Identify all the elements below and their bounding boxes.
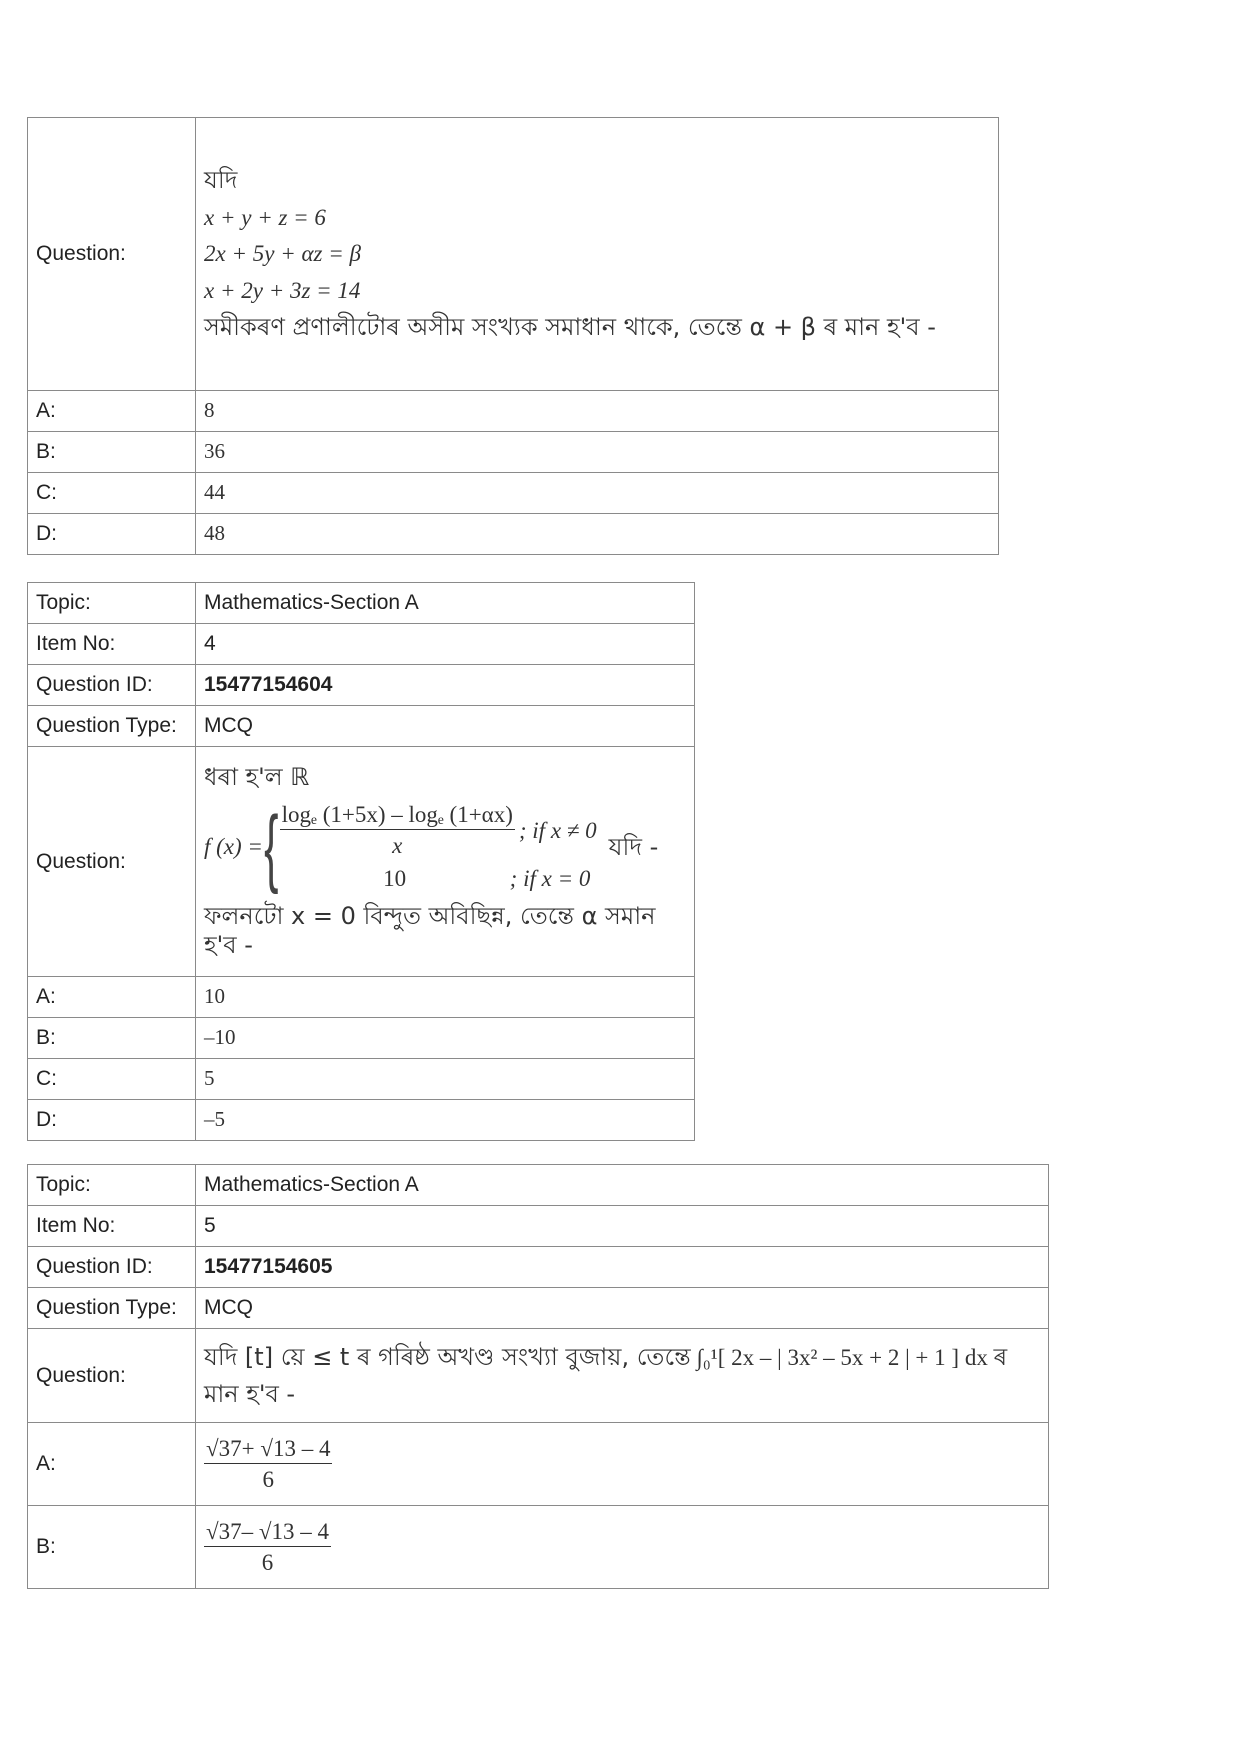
question-block-5 (27, 1164, 1049, 1589)
option-c-value: 5 (196, 1059, 695, 1100)
question-label: Question: (28, 747, 196, 977)
fraction-numerator: logₑ (1+5x) – logₑ (1+αx) (280, 801, 515, 830)
question-intro: ধৰা হ'ল ℝ (204, 763, 310, 792)
option-d-label: D: (28, 514, 196, 555)
question-content (196, 1329, 1049, 1423)
question-yadi: যদি - (608, 832, 659, 861)
question-id-label: Question ID: (28, 665, 196, 706)
option-a-fraction (204, 1435, 332, 1493)
option-d-value: 48 (196, 514, 999, 555)
option-a-label: A: (28, 1423, 196, 1506)
option-b-denominator: 6 (261, 1549, 274, 1575)
option-a-label: A: (28, 391, 196, 432)
piecewise-function (204, 799, 686, 896)
option-a-numerator: √37+ √13 – 4 (204, 1435, 332, 1464)
item-no-value: 4 (196, 624, 695, 665)
option-a-value (196, 1423, 1049, 1506)
question-content (196, 118, 999, 391)
question-ending: সমীকৰণ প্ৰণালীটোৰ অসীম সংখ্যক সমাধান থাকে, তেন্তে α + β ৰ মান হ'ব - (204, 313, 936, 342)
case-1-condition: ; if x ≠ 0 (518, 817, 597, 843)
question-content (196, 747, 695, 977)
option-b-fraction (204, 1518, 331, 1576)
option-c-label: C: (28, 473, 196, 514)
question-id-value: 15477154604 (196, 665, 695, 706)
integral-expression: ∫₀¹[ 2x – | 3x² – 5x + 2 | + 1 ] dx (696, 1345, 988, 1371)
question-block-4 (27, 582, 695, 1141)
option-d-label: D: (28, 1100, 196, 1141)
option-a-label: A: (28, 977, 196, 1018)
question-text-start: যদি [t] য়ে ≤ t ৰ গৰিষ্ঠ অখণ্ড সংখ্যা বুজায়, তেন্তে (204, 1343, 691, 1372)
option-b-label: B: (28, 1506, 196, 1589)
case-2-value: 10 (383, 866, 407, 892)
question-text-end: ৰ মান হ'ব - (204, 1343, 1008, 1408)
topic-label: Topic: (28, 1165, 196, 1206)
question-type-label: Question Type: (28, 706, 196, 747)
option-b-label: B: (28, 1018, 196, 1059)
equation-3: x + 2y + 3z = 14 (204, 277, 361, 303)
option-a-denominator: 6 (262, 1466, 274, 1492)
option-b-value: –10 (196, 1018, 695, 1059)
option-c-value: 44 (196, 473, 999, 514)
left-brace: { (264, 799, 279, 896)
option-a-value: 8 (196, 391, 999, 432)
question-type-value: MCQ (196, 1288, 1049, 1329)
question-label: Question: (28, 118, 196, 391)
fraction-denominator: x (392, 832, 403, 858)
case-1-fraction (280, 801, 515, 859)
option-b-value (196, 1506, 1049, 1589)
equation-2: 2x + 5y + αz = β (204, 241, 361, 267)
piecewise-cases (280, 801, 597, 893)
equation-1: x + y + z = 6 (204, 204, 326, 230)
option-b-numerator: √37– √13 – 4 (204, 1518, 331, 1547)
item-no-label: Item No: (28, 1206, 196, 1247)
question-ending: ফলনটো x = 0 বিন্দুত অবিছিন্ন, তেন্তে α সমান হ'ব - (204, 901, 656, 959)
option-d-value: –5 (196, 1100, 695, 1141)
item-no-label: Item No: (28, 624, 196, 665)
topic-value: Mathematics-Section A (196, 1165, 1049, 1206)
topic-label: Topic: (28, 583, 196, 624)
option-b-label: B: (28, 432, 196, 473)
option-c-label: C: (28, 1059, 196, 1100)
question-type-value: MCQ (196, 706, 695, 747)
case-2-condition: ; if x = 0 (509, 866, 591, 892)
question-block-3 (27, 117, 999, 555)
question-intro: যদি (204, 165, 238, 194)
question-id-label: Question ID: (28, 1247, 196, 1288)
option-a-value: 10 (196, 977, 695, 1018)
topic-value: Mathematics-Section A (196, 583, 695, 624)
item-no-value: 5 (196, 1206, 1049, 1247)
fx-label: f (x) = (204, 834, 263, 860)
question-type-label: Question Type: (28, 1288, 196, 1329)
question-id-value: 15477154605 (196, 1247, 1049, 1288)
question-label: Question: (28, 1329, 196, 1423)
option-b-value: 36 (196, 432, 999, 473)
